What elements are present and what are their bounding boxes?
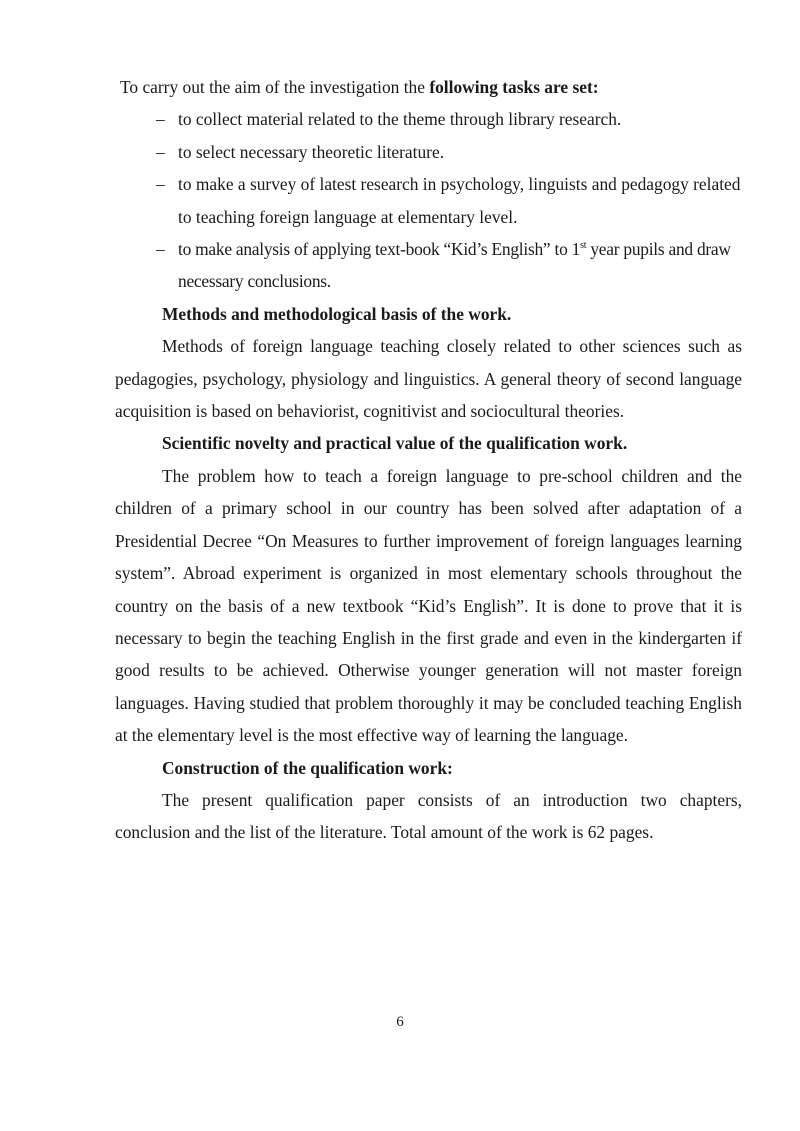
novelty-paragraph: The problem how to teach a foreign language to pre-school children and the children of a primary school in our country has been solved after adaptation of a Presidential Decree “On Measures to further improvement of foreign languages learning system”. Abroad experiment is organized in most elementary schools throughout the country on the basis of a new textbook “Kid’s English”. It is done to prove that it is necessary to begin the teaching English in the first grade and even in the kindergarten if good results to be achieved. Otherwise younger generation will not master foreign languages. Having studied that problem thoroughly it may be concluded teaching English at the elementary level is the most effective way of learning the language. xyxy=(115,465,742,746)
list-item xyxy=(156,168,742,233)
ordinal-superscript: st xyxy=(580,240,587,252)
methods-paragraph: Methods of foreign language teaching closely related to other sciences such as pedagogies, psychology, physiology and linguistics. A general theory of second language acquisition is based on behaviorist, cognitivist and sociocultural theories. xyxy=(115,336,742,422)
tasks-intro-text: To carry out the aim of the investigation the xyxy=(120,77,430,97)
list-item xyxy=(156,233,742,298)
tasks-intro xyxy=(115,71,742,103)
list-item xyxy=(156,136,742,168)
dash-bullet-icon: – xyxy=(156,141,165,162)
task-text-continued: year pupils and draw necessary conclusions. xyxy=(178,239,731,292)
methods-heading: Methods and methodological basis of the work. xyxy=(162,303,512,324)
dash-bullet-icon: – xyxy=(156,174,165,195)
construction-heading: Construction of the qualification work: xyxy=(162,757,453,778)
task-text: to collect material related to the theme through library research. xyxy=(178,109,622,130)
task-text: to select necessary theoretic literature. xyxy=(178,141,445,162)
tasks-intro-bold: following tasks are set: xyxy=(429,77,599,97)
task-text: to make analysis of applying text-book “Kid’s English” to 1 xyxy=(178,239,581,260)
task-list xyxy=(115,103,742,297)
novelty-heading: Scientific novelty and practical value of the qualification work. xyxy=(162,433,628,454)
list-item xyxy=(156,103,742,135)
dash-bullet-icon: – xyxy=(156,239,165,260)
page-number: 6 xyxy=(396,1014,404,1030)
construction-paragraph: The present qualification paper consists of an introduction two chapters, conclusion and the list of the literature. Total amount of the work is 62 pages. xyxy=(115,789,742,843)
dash-bullet-icon: – xyxy=(156,109,165,130)
task-text: to make a survey of latest research in psychology, linguists and pedagogy related to teaching foreign language at elementary level. xyxy=(178,174,741,227)
document-page xyxy=(115,71,742,849)
